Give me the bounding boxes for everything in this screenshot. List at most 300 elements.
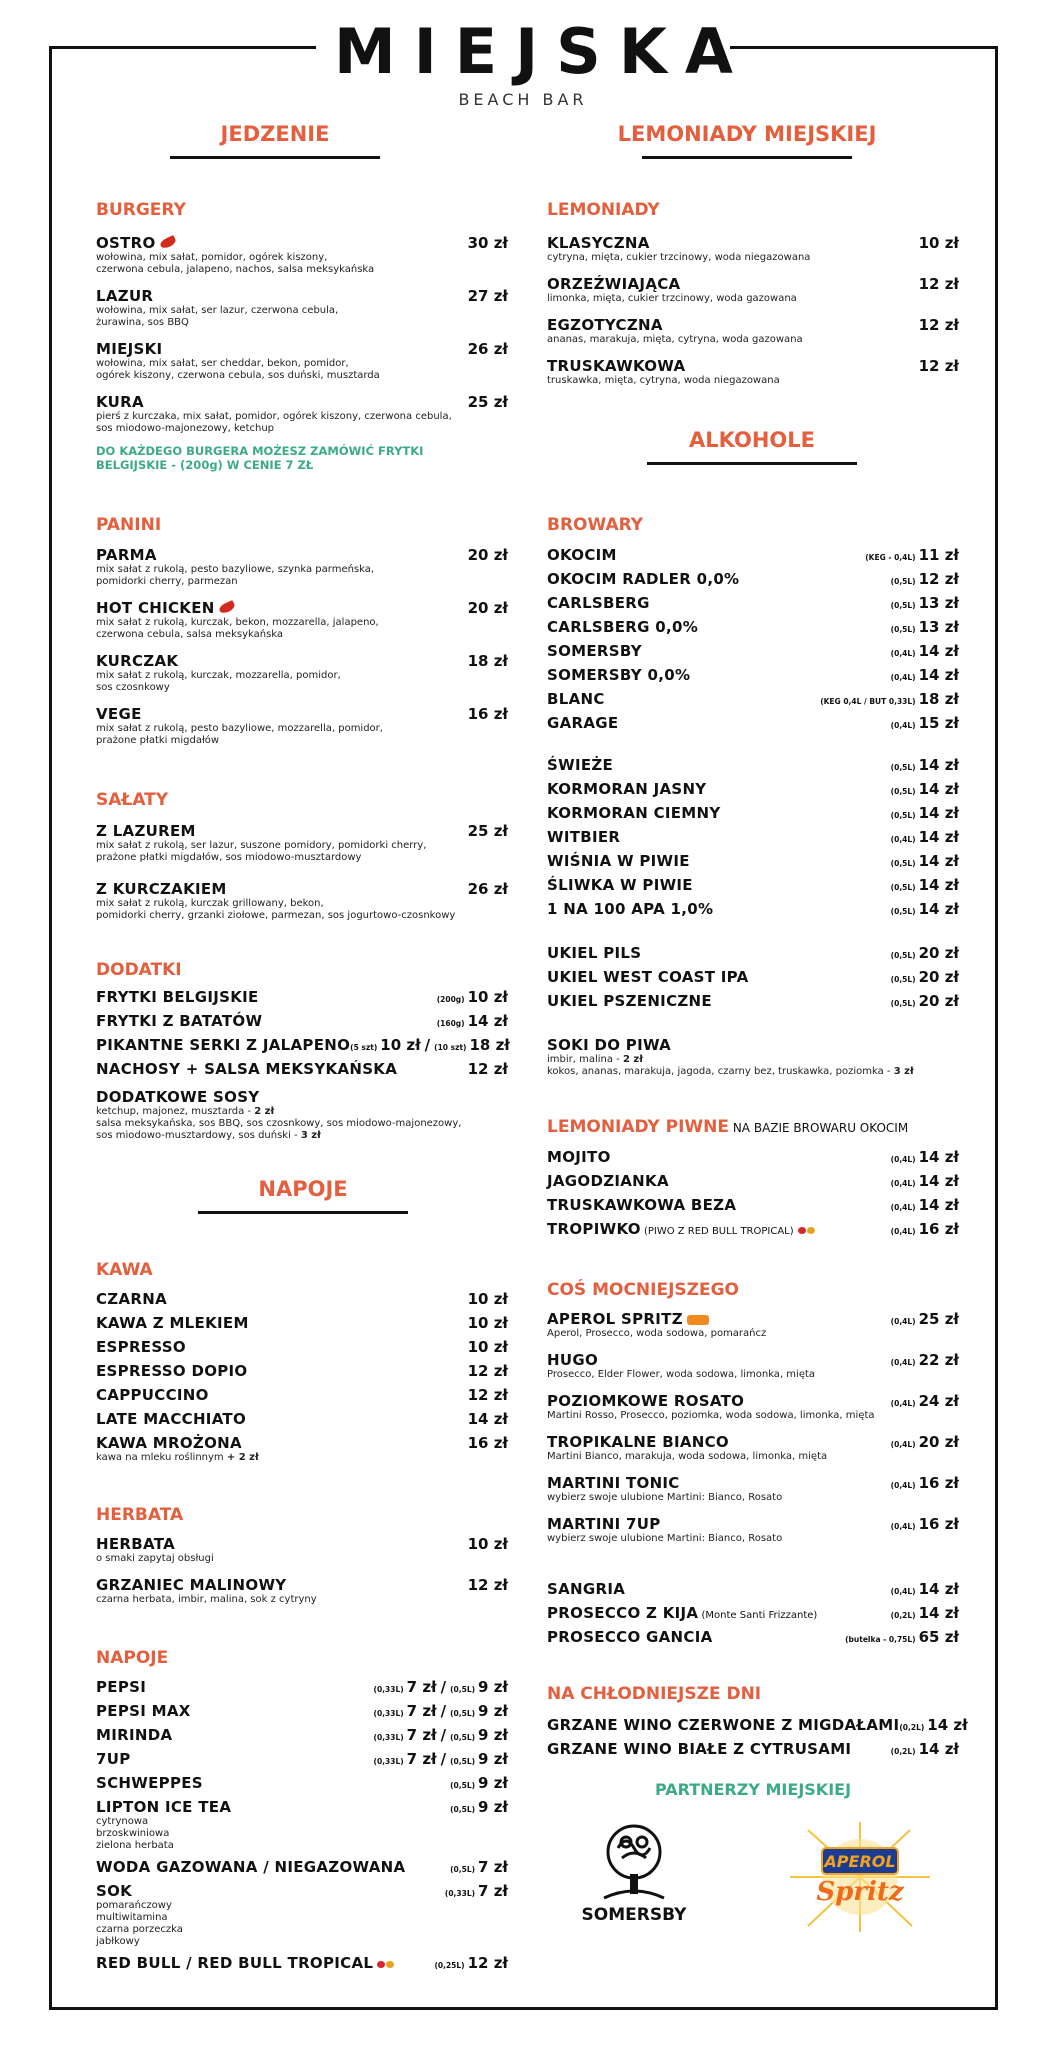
item-price-value: 22 zł bbox=[918, 1351, 959, 1369]
item-price-value: 26 zł bbox=[467, 880, 508, 898]
item-volume: (0,5L) bbox=[890, 763, 916, 772]
item-name bbox=[547, 900, 713, 918]
item-price-value: 18 zł bbox=[467, 652, 508, 670]
item-name bbox=[96, 1362, 247, 1380]
item-name bbox=[96, 1012, 262, 1030]
item-inline-note: (Monte Santi Frizzante) bbox=[698, 1610, 818, 1621]
item-volume: (0,5L) bbox=[890, 907, 916, 916]
item-price-value: 14 zł bbox=[467, 1012, 508, 1030]
item-name-text: SCHWEPPES bbox=[96, 1774, 203, 1792]
item-price-value: 24 zł bbox=[918, 1392, 959, 1410]
item-price bbox=[468, 599, 508, 617]
item-name-text: 7UP bbox=[96, 1750, 131, 1768]
lemoniady-title: LEMONIADY bbox=[547, 200, 660, 220]
item-price-value: 10 zł bbox=[380, 1036, 421, 1054]
item-name bbox=[547, 1310, 709, 1328]
menu-item bbox=[547, 234, 959, 264]
item-price bbox=[468, 1535, 508, 1553]
item-price bbox=[468, 393, 508, 411]
item-name bbox=[547, 1628, 713, 1646]
item-price bbox=[891, 1148, 959, 1166]
item-name-text: FRYTKI Z BATATÓW bbox=[96, 1012, 263, 1030]
item-name bbox=[96, 1036, 350, 1054]
item-volume: (0,5L) bbox=[450, 1865, 476, 1874]
item-name bbox=[96, 1774, 203, 1792]
promo-line: DO KAŻDEGO BURGERA MOŻESZ ZAMÓWIĆ FRYTKI bbox=[96, 444, 424, 458]
item-price bbox=[891, 594, 959, 612]
item-volume: (0,5L) bbox=[450, 1805, 476, 1814]
item-name-text: CARLSBERG bbox=[547, 594, 650, 612]
item-name-text: ORZEŹWIAJĄCA bbox=[547, 275, 681, 293]
desc-text: kokos, ananas, marakuja, jagoda, czarny bez, truskawka, poziomka - bbox=[547, 1066, 894, 1077]
item-name bbox=[96, 1434, 242, 1452]
napoje-title: NAPOJE bbox=[96, 1648, 169, 1668]
item-price bbox=[437, 988, 508, 1006]
item-price-value: 12 zł bbox=[918, 357, 959, 375]
napoje-heading bbox=[198, 1177, 408, 1214]
desc-text: sos miodowo-musztardowy, sos duński - bbox=[96, 1130, 301, 1141]
item-price-value: 12 zł bbox=[467, 1060, 508, 1078]
item-name bbox=[96, 1954, 395, 1972]
item-price bbox=[891, 900, 959, 918]
item-price-value: 14 zł bbox=[918, 1196, 959, 1214]
item-name bbox=[547, 780, 706, 798]
item-price bbox=[468, 1314, 508, 1332]
menu-item bbox=[96, 1012, 508, 1030]
item-price-value: 25 zł bbox=[918, 1310, 959, 1328]
item-price-value: 7 zł bbox=[478, 1882, 508, 1900]
item-price bbox=[468, 1290, 508, 1308]
price-separator: / bbox=[440, 1678, 447, 1696]
item-desc: żurawina, sos BBQ bbox=[96, 317, 189, 328]
item-volume: (0,5L) bbox=[450, 1733, 476, 1742]
item-name-text: MARTINI 7UP bbox=[547, 1515, 661, 1533]
aperol-icon bbox=[687, 1315, 709, 1325]
item-price-value: 16 zł bbox=[918, 1220, 959, 1238]
item-name-text: PIKANTNE SERKI Z JALAPENO bbox=[96, 1036, 351, 1054]
item-price-value: 12 zł bbox=[467, 1386, 508, 1404]
item-price bbox=[468, 1060, 508, 1078]
menu-item bbox=[96, 1036, 508, 1054]
chlodne-title: NA CHŁODNIEJSZE DNI bbox=[547, 1684, 762, 1704]
menu-item bbox=[547, 1716, 968, 1734]
item-price-value: 14 zł bbox=[918, 666, 959, 684]
item-name-text: GARAGE bbox=[547, 714, 619, 732]
item-name bbox=[547, 234, 650, 252]
item-inline-note: (PIWO Z RED BULL TROPICAL) bbox=[640, 1226, 794, 1237]
item-price bbox=[891, 852, 959, 870]
item-desc: mix sałat z rukolą, kurczak, bekon, mozzarella, jalapeno, bbox=[96, 617, 379, 628]
item-price bbox=[820, 690, 959, 708]
heading-underline bbox=[170, 156, 380, 159]
item-name-text: PROSECCO GANCIA bbox=[547, 1628, 713, 1646]
menu-item bbox=[547, 618, 959, 636]
menu-item bbox=[547, 1148, 959, 1166]
menu-item bbox=[547, 594, 959, 612]
item-desc: pomarańczowy bbox=[96, 1900, 172, 1911]
item-price-value: 14 zł bbox=[918, 1740, 959, 1758]
menu-item bbox=[547, 1604, 959, 1622]
item-desc: sos miodowo-majonezowy, ketchup bbox=[96, 423, 275, 434]
item-name-text: KURCZAK bbox=[96, 652, 179, 670]
item-desc bbox=[96, 1452, 508, 1464]
item-name-text: OKOCIM RADLER 0,0% bbox=[547, 570, 740, 588]
jedzenie-heading bbox=[170, 122, 380, 159]
item-price-value: 30 zł bbox=[467, 234, 508, 252]
item-price bbox=[891, 1392, 959, 1410]
item-name bbox=[547, 570, 739, 588]
item-name bbox=[547, 1433, 729, 1451]
item-volume: (160g) bbox=[436, 1019, 465, 1028]
item-price-value: 10 zł bbox=[467, 1314, 508, 1332]
menu-item bbox=[547, 570, 959, 588]
item-name: SOKI DO PIWA bbox=[547, 1036, 672, 1054]
item-name-text: NACHOSY + SALSA MEKSYKAŃSKA bbox=[96, 1060, 398, 1078]
item-price bbox=[374, 1678, 508, 1696]
menu-item bbox=[96, 1798, 508, 1852]
item-price bbox=[468, 705, 508, 723]
menu-item bbox=[96, 1678, 508, 1696]
menu-item bbox=[96, 1726, 508, 1744]
piwne-note: NA BAZIE BROWARU OKOCIM bbox=[729, 1121, 909, 1135]
red-bull-icon bbox=[798, 1226, 816, 1235]
item-volume: (0,5L) bbox=[450, 1781, 476, 1790]
item-name-text: SOMERSBY 0,0% bbox=[547, 666, 691, 684]
item-name bbox=[96, 1678, 146, 1696]
item-price bbox=[891, 1433, 959, 1451]
item-name bbox=[96, 1750, 131, 1768]
menu-item bbox=[96, 234, 508, 276]
item-price-value: 9 zł bbox=[478, 1726, 508, 1744]
item-price bbox=[468, 880, 508, 898]
item-name-text: RED BULL / RED BULL TROPICAL bbox=[96, 1954, 374, 1972]
item-name-text: JAGODZIANKA bbox=[547, 1172, 669, 1190]
item-volume: (0,2L) bbox=[890, 1747, 916, 1756]
item-price-value: 20 zł bbox=[918, 1433, 959, 1451]
item-volume: (KEG 0,4L / BUT 0,33L) bbox=[820, 697, 916, 706]
item-name bbox=[96, 1410, 246, 1428]
menu-item bbox=[547, 992, 959, 1010]
item-name-text: MOJITO bbox=[547, 1148, 611, 1166]
item-name-text: ESPRESSO bbox=[96, 1338, 186, 1356]
item-price bbox=[891, 1310, 959, 1328]
item-price bbox=[919, 357, 959, 375]
menu-item bbox=[96, 1954, 508, 1972]
item-desc: prażone płatki migdałów, sos miodowo-musztardowy bbox=[96, 852, 362, 863]
item-volume: (0,4L) bbox=[890, 1399, 916, 1408]
item-price bbox=[919, 234, 959, 252]
item-name-text: VEGE bbox=[96, 705, 142, 723]
item-name-text: OSTRO bbox=[96, 234, 156, 252]
jedzenie-heading-text: JEDZENIE bbox=[220, 122, 330, 146]
item-desc: mix sałat z rukolą, pesto bazyliowe, szynka parmeńska, bbox=[96, 564, 375, 575]
item-volume: (0,33L) bbox=[373, 1733, 404, 1742]
item-name-text: HERBATA bbox=[96, 1535, 176, 1553]
item-desc bbox=[96, 1130, 508, 1142]
menu-item bbox=[547, 690, 959, 708]
item-desc: brzoskwiniowa bbox=[96, 1828, 170, 1839]
piwne-title bbox=[547, 1117, 908, 1137]
item-name bbox=[547, 804, 721, 822]
menu-item bbox=[96, 393, 508, 435]
spritz-text: Spritz bbox=[816, 1877, 904, 1907]
item-volume: (0,4L) bbox=[890, 1155, 916, 1164]
menu-item bbox=[547, 1433, 959, 1463]
item-name-text: CZARNA bbox=[96, 1290, 168, 1308]
desc-price: 3 zł bbox=[893, 1066, 914, 1077]
item-price-value: 14 zł bbox=[927, 1716, 968, 1734]
item-price bbox=[891, 1515, 959, 1533]
item-volume: (0,4L) bbox=[890, 1358, 916, 1367]
item-price bbox=[891, 618, 959, 636]
item-desc: czarna porzeczka bbox=[96, 1924, 183, 1935]
item-volume: (0,4L) bbox=[890, 1179, 916, 1188]
item-desc: multiwitamina bbox=[96, 1912, 168, 1923]
item-price bbox=[891, 992, 959, 1010]
item-price-value: 15 zł bbox=[918, 714, 959, 732]
item-price bbox=[450, 1858, 508, 1876]
item-name-text: PEPSI bbox=[96, 1678, 147, 1696]
item-desc: salsa meksykańska, sos BBQ, sos czosnkowy, sos miodowo-majonezowy, bbox=[96, 1118, 462, 1129]
item-name bbox=[96, 546, 157, 564]
item-name bbox=[547, 852, 690, 870]
item-name bbox=[547, 546, 617, 564]
item-name bbox=[547, 1580, 625, 1598]
item-price-value: 27 zł bbox=[467, 287, 508, 305]
item-desc: jabłkowy bbox=[96, 1936, 140, 1947]
item-name bbox=[96, 822, 196, 840]
item-volume: (0,4L) bbox=[890, 1481, 916, 1490]
item-price-value: 14 zł bbox=[918, 1604, 959, 1622]
item-desc: zielona herbata bbox=[96, 1840, 174, 1851]
item-price-value: 20 zł bbox=[467, 546, 508, 564]
item-price bbox=[891, 1740, 959, 1758]
item-price-value: 14 zł bbox=[918, 852, 959, 870]
item-price bbox=[468, 546, 508, 564]
item-price-value: 10 zł bbox=[467, 1290, 508, 1308]
somersby-logo bbox=[574, 1818, 694, 1928]
desc-price: 2 zł bbox=[254, 1106, 275, 1117]
item-price-value: 16 zł bbox=[467, 705, 508, 723]
desc-price: 2 zł bbox=[622, 1054, 643, 1065]
item-volume: (butelka - 0,75L) bbox=[845, 1635, 916, 1644]
item-price-value: 12 zł bbox=[918, 316, 959, 334]
item-name bbox=[547, 1716, 899, 1734]
item-name-text: WIŚNIA W PIWIE bbox=[547, 852, 690, 870]
item-price-value: 10 zł bbox=[467, 988, 508, 1006]
item-desc: pomidorki cherry, grzanki ziołowe, parmezan, sos jogurtowo-czosnkowy bbox=[96, 910, 456, 921]
aperol-text: APEROL bbox=[824, 1852, 896, 1871]
item-price bbox=[468, 234, 508, 252]
mocniejsze-title: COŚ MOCNIEJSZEGO bbox=[547, 1280, 740, 1300]
soki-item bbox=[547, 1036, 959, 1078]
item-price bbox=[468, 1386, 508, 1404]
item-name-text: APEROL SPRITZ bbox=[547, 1310, 683, 1328]
item-name bbox=[96, 880, 227, 898]
item-desc: Martini Rosso, Prosecco, poziomka, woda sodowa, limonka, mięta bbox=[547, 1410, 875, 1421]
item-name-text: GRZANE WINO CZERWONE Z MIGDAŁAMI bbox=[547, 1716, 900, 1734]
item-name-text: CAPPUCCINO bbox=[96, 1386, 209, 1404]
item-volume: (0,4L) bbox=[890, 1522, 916, 1531]
herbata-title: HERBATA bbox=[96, 1505, 184, 1525]
item-price-value: 7 zł bbox=[406, 1702, 437, 1720]
item-price-value: 11 zł bbox=[918, 546, 959, 564]
price-separator: / bbox=[440, 1726, 447, 1744]
item-name bbox=[547, 275, 680, 293]
item-name-text: TROPIKALNE BIANCO bbox=[547, 1433, 729, 1451]
item-price bbox=[468, 1434, 508, 1452]
menu-item bbox=[547, 1196, 959, 1214]
item-price-value: 7 zł bbox=[406, 1750, 437, 1768]
item-price bbox=[374, 1702, 508, 1720]
item-name-text: BLANC bbox=[547, 690, 605, 708]
alkohole-heading-text: ALKOHOLE bbox=[689, 428, 815, 452]
menu-item bbox=[96, 1386, 508, 1404]
item-name bbox=[547, 594, 650, 612]
item-price-value: 25 zł bbox=[467, 822, 508, 840]
item-desc: wołowina, mix sałat, ser lazur, czerwona cebula, bbox=[96, 305, 339, 316]
aperol-spritz-logo bbox=[790, 1822, 930, 1932]
menu-item bbox=[96, 1576, 508, 1606]
item-volume: (5 szt) bbox=[350, 1043, 378, 1052]
item-price bbox=[374, 1750, 508, 1768]
item-price-value: 26 zł bbox=[467, 340, 508, 358]
item-price-value: 14 zł bbox=[918, 756, 959, 774]
menu-item bbox=[547, 1310, 959, 1340]
item-price bbox=[437, 1012, 508, 1030]
piwne-title-text: LEMONIADY PIWNE bbox=[547, 1117, 730, 1137]
item-name-text: PARMA bbox=[96, 546, 157, 564]
item-price-value: 25 zł bbox=[467, 393, 508, 411]
item-name bbox=[547, 1740, 851, 1758]
item-price-value: 7 zł bbox=[478, 1858, 508, 1876]
sosy-item bbox=[96, 1088, 508, 1142]
menu-item bbox=[547, 804, 959, 822]
item-name bbox=[547, 1148, 611, 1166]
desc-text: imbir, malina - bbox=[547, 1054, 623, 1065]
item-name bbox=[96, 1060, 397, 1078]
item-name bbox=[547, 1604, 817, 1622]
menu-item bbox=[547, 828, 959, 846]
item-name bbox=[547, 1196, 736, 1214]
item-volume: (0,5L) bbox=[890, 787, 916, 796]
heading-underline bbox=[198, 1211, 408, 1214]
item-price bbox=[434, 1954, 508, 1972]
item-desc: pierś z kurczaka, mix sałat, pomidor, ogórek kiszony, czerwona cebula, bbox=[96, 411, 452, 422]
item-price bbox=[468, 340, 508, 358]
item-price bbox=[891, 828, 959, 846]
item-name-text: LAZUR bbox=[96, 287, 154, 305]
item-volume: (0,5L) bbox=[890, 859, 916, 868]
item-name bbox=[547, 1392, 744, 1410]
item-desc: mix sałat z rukolą, kurczak grillowany, bekon, bbox=[96, 898, 324, 909]
menu-item bbox=[547, 1392, 959, 1422]
item-desc: czarna herbata, imbir, malina, sok z cytryny bbox=[96, 1594, 317, 1605]
item-desc: Aperol, Prosecco, woda sodowa, pomarańcz bbox=[547, 1328, 767, 1339]
item-volume: (0,33L) bbox=[373, 1685, 404, 1694]
lemoniady-heading bbox=[617, 122, 877, 159]
partners-title: PARTNERZY MIEJSKIEJ bbox=[654, 1780, 852, 1799]
item-desc: Prosecco, Elder Flower, woda sodowa, limonka, mięta bbox=[547, 1369, 816, 1380]
item-desc: wybierz swoje ulubione Martini: Bianco, Rosato bbox=[547, 1492, 783, 1503]
item-volume: (200g) bbox=[436, 995, 465, 1004]
item-name bbox=[547, 756, 613, 774]
heading-underline bbox=[647, 462, 857, 465]
item-volume: (0,5L) bbox=[450, 1709, 476, 1718]
menu-item bbox=[96, 822, 508, 864]
item-desc: wybierz swoje ulubione Martini: Bianco, Rosato bbox=[547, 1533, 783, 1544]
menu-item bbox=[547, 852, 959, 870]
menu-item bbox=[547, 642, 959, 660]
price-separator: / bbox=[440, 1702, 447, 1720]
lemoniady-heading-text: LEMONIADY MIEJSKIEJ bbox=[617, 122, 877, 146]
item-name bbox=[547, 992, 712, 1010]
item-volume: (0,4L) bbox=[890, 1587, 916, 1596]
item-name bbox=[547, 690, 605, 708]
item-price-value: 16 zł bbox=[918, 1474, 959, 1492]
red-bull-icon bbox=[377, 1960, 395, 1969]
item-name bbox=[547, 1220, 816, 1238]
item-name-text: OKOCIM bbox=[547, 546, 617, 564]
napoje-heading-text: NAPOJE bbox=[258, 1177, 348, 1201]
menu-item bbox=[96, 1362, 508, 1380]
item-name bbox=[547, 1515, 661, 1533]
item-price bbox=[891, 780, 959, 798]
item-name-text: HOT CHICKEN bbox=[96, 599, 215, 617]
item-name-text: MARTINI TONIC bbox=[547, 1474, 680, 1492]
item-price bbox=[891, 570, 959, 588]
menu-item bbox=[96, 599, 508, 641]
menu-item bbox=[547, 944, 959, 962]
item-desc: pomidorki cherry, parmezan bbox=[96, 576, 238, 587]
menu-item bbox=[547, 666, 959, 684]
item-name-text: SOK bbox=[96, 1882, 133, 1900]
item-price-value: 16 zł bbox=[918, 1515, 959, 1533]
item-price bbox=[891, 968, 959, 986]
menu-item bbox=[547, 1351, 959, 1381]
logo-title: MIEJSKA bbox=[334, 15, 751, 88]
item-price-value: 10 zł bbox=[918, 234, 959, 252]
menu-item bbox=[547, 275, 959, 305]
item-name bbox=[96, 340, 162, 358]
item-name bbox=[547, 968, 749, 986]
item-price bbox=[891, 1604, 959, 1622]
item-volume: (0,5L) bbox=[450, 1757, 476, 1766]
burgery-title: BURGERY bbox=[96, 200, 186, 220]
item-price bbox=[468, 1410, 508, 1428]
item-name-text: ŚWIEŻE bbox=[547, 756, 614, 774]
item-price-value: 7 zł bbox=[406, 1726, 437, 1744]
item-name-text: ESPRESSO DOPIO bbox=[96, 1362, 248, 1380]
desc-text: ketchup, majonez, musztarda - bbox=[96, 1106, 255, 1117]
price-separator: / bbox=[424, 1036, 431, 1054]
item-name bbox=[96, 1314, 249, 1332]
item-price bbox=[899, 1716, 967, 1734]
item-volume: (0,4L) bbox=[890, 1227, 916, 1236]
item-desc: Martini Bianco, marakuja, woda sodowa, limonka, mięta bbox=[547, 1451, 828, 1462]
item-price bbox=[468, 1576, 508, 1594]
item-name bbox=[96, 1882, 132, 1900]
item-volume: (0,5L) bbox=[890, 601, 916, 610]
item-desc: o smaki zapytaj obsługi bbox=[96, 1553, 214, 1564]
item-volume: (0,5L) bbox=[890, 625, 916, 634]
item-price bbox=[919, 316, 959, 334]
item-price-value: 9 zł bbox=[478, 1702, 508, 1720]
menu-item bbox=[96, 1410, 508, 1428]
item-name bbox=[96, 287, 153, 305]
menu-item bbox=[96, 988, 508, 1006]
item-name-text: SANGRIA bbox=[547, 1580, 626, 1598]
